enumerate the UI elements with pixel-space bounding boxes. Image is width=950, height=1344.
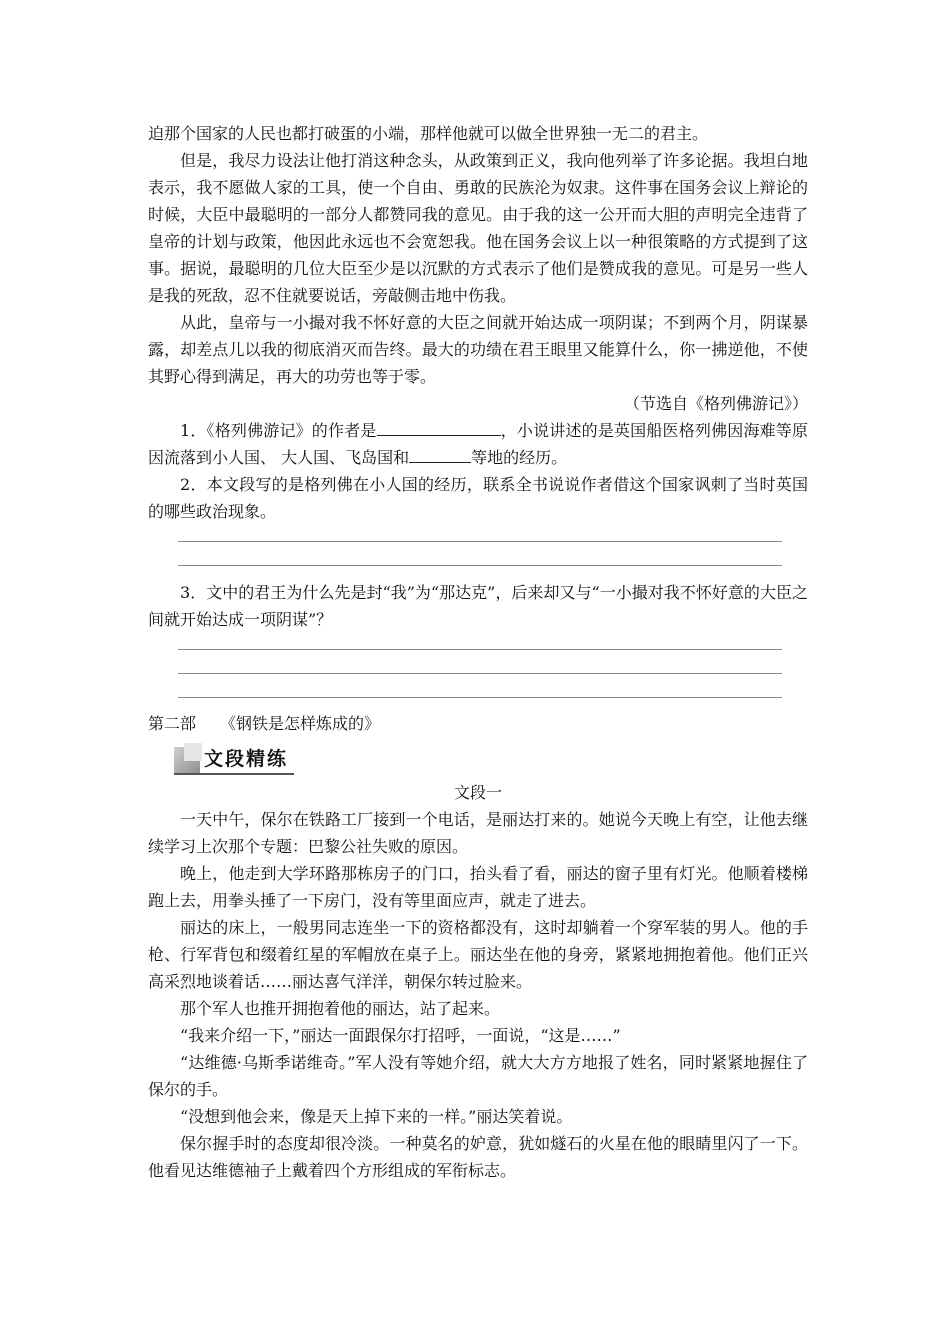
question-1-text-b: ，小说讲述的是英国船医格列佛因海难等原因流落到小人国、 大人国、飞岛国和	[148, 421, 808, 467]
answer-line[interactable]	[148, 549, 808, 573]
paragraph: “没想到他会来，像是天上掉下来的一样。”丽达笑着说。	[180, 1107, 573, 1126]
paragraph: 迫那个国家的人民也都打破蛋的小端，那样他就可以做全世界独一无二的君主。	[148, 124, 709, 143]
paragraph: “我来介绍一下，”丽达一面跟保尔打招呼，一面说，“这是……”	[180, 1026, 621, 1045]
paragraph: 从此，皇帝与一小撮对我不怀好意的大臣之间就开始达成一项阴谋；不到两个月，阴谋暴露，却差点儿以我的彻底消灭而告终。最大的功绩在君王眼里又能算什么，你一拂逆他，不使其野心得到满足，再大的功劳也等于零。	[148, 313, 808, 386]
paragraph: 那个军人也推开拥抱着他的丽达，站了起来。	[180, 999, 501, 1018]
paragraph: 晚上，他走到大学环路那栋房子的门口，抬头看了看，丽达的窗子里有灯光。他顺着楼梯跑上去，用拳头捶了一下房门，没有等里面应声，就走了进去。	[148, 864, 808, 910]
section-banner	[174, 743, 294, 773]
answer-line[interactable]	[148, 657, 808, 681]
question-1-text-c: 等地的经历。	[471, 448, 568, 467]
answer-line[interactable]	[148, 525, 808, 549]
paragraph: “达维德·乌斯季诺维奇。”军人没有等她介绍，就大大方方地报了姓名，同时紧紧地握住了保尔的手。	[148, 1053, 808, 1099]
answer-blank-author[interactable]	[377, 435, 501, 436]
section-heading	[148, 711, 808, 737]
question-1	[148, 417, 808, 471]
answer-line[interactable]	[148, 681, 808, 705]
source-citation: （节选自《格列佛游记》）	[623, 394, 808, 413]
answer-line[interactable]	[148, 633, 808, 657]
question-1-text-a: 1．《格列佛游记》的作者是	[180, 421, 377, 440]
answer-blank-place[interactable]	[409, 462, 471, 463]
paragraph: 保尔握手时的态度却很冷淡。一种莫名的妒意，犹如燧石的火星在他的眼睛里闪了一下。他看见达维德袖子上戴着四个方形组成的军衔标志。	[148, 1134, 808, 1180]
paragraph: 丽达的床上，一般男同志连坐一下的资格都没有，这时却躺着一个穿军装的男人。他的手枪、行军背包和缀着红星的军帽放在桌子上。丽达坐在他的身旁，紧紧地拥抱着他。他们正兴高采烈地谈着话……丽达喜气洋洋，朝保尔转过脸来。	[148, 918, 808, 991]
book-title: 《钢铁是怎样炼成的》	[220, 714, 381, 733]
banner-title: 文段精练	[204, 748, 289, 770]
segment-title: 文段一	[453, 783, 502, 802]
paragraph: 但是，我尽力设法让他打消这种念头，从政策到正义，我向他列举了许多论据。我坦白地表示，我不愿做人家的工具，使一个自由、勇敢的民族沦为奴隶。这件事在国务会议上辩论的时候，大臣中最聪明的一部分人都赞同我的意见。由于我的这一公开而大胆的声明完全违背了皇帝的计划与政策，他因此永远也不会宽恕我。他在国务会议上以一种很策略的方式提到了这事。据说，最聪明的几位大臣至少是以沉默的方式表示了他们是赞成我的意见。可是另一些人是我的死敌，忍不住就要说话，旁敲侧击地中伤我。	[148, 151, 808, 305]
paragraph: 一天中午，保尔在铁路工厂接到一个电话，是丽达打来的。她说今天晚上有空，让他去继续学习上次那个专题：巴黎公社失败的原因。	[148, 810, 808, 856]
document-page	[148, 120, 808, 1184]
section-label: 第二部	[148, 714, 197, 733]
question-2: 2．本文段写的是格列佛在小人国的经历，联系全书说说作者借这个国家讽刺了当时英国的哪些政治现象。	[148, 475, 808, 521]
question-3: 3．文中的君王为什么先是封“我”为“那达克”，后来却又与“一小撮对我不怀好意的大臣之间就开始达成一项阴谋”？	[148, 583, 808, 629]
